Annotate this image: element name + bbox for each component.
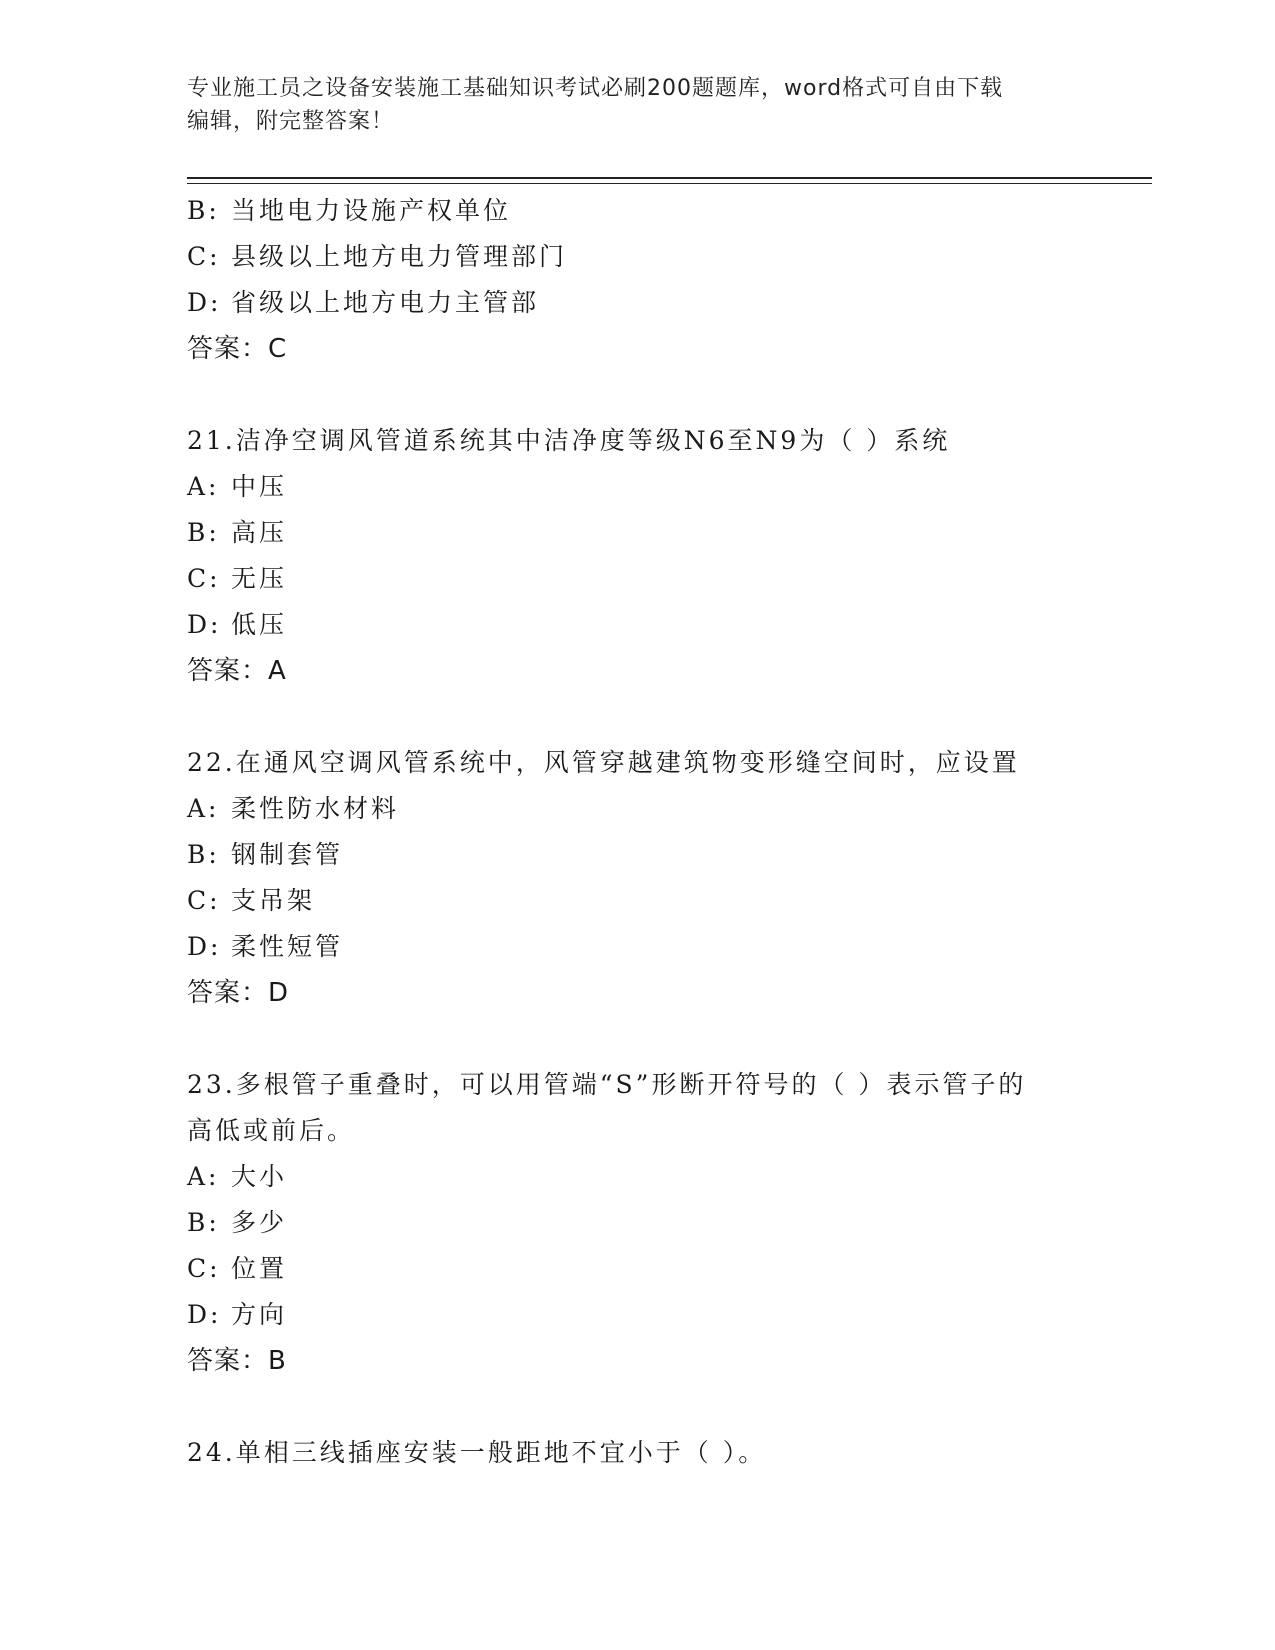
option-b [187,188,1152,234]
option-c [187,878,1152,924]
option-c [187,556,1152,602]
option-letter: D: [187,288,222,317]
option-letter: B: [187,196,220,225]
option-letter: D: [187,610,222,639]
option-letter: B: [187,1208,220,1237]
option-letter: C: [187,1254,221,1283]
option-text: 大小 [231,1162,288,1191]
option-text: 省级以上地方电力主管部 [231,288,540,317]
option-text: 低压 [231,610,288,639]
option-letter: B: [187,840,220,869]
option-letter: C: [187,242,221,271]
question-block-23 [187,1062,1152,1384]
header-rule-thick [187,177,1152,179]
option-text: 多少 [231,1208,288,1237]
question-block-21 [187,418,1152,694]
header-line-2: 编辑，附完整答案！ [187,109,395,134]
answer-line: 答案：B [187,1346,287,1376]
option-c [187,1246,1152,1292]
option-text: 柔性防水材料 [231,794,400,823]
question-block-22 [187,740,1152,1016]
option-b [187,1200,1152,1246]
option-letter: D: [187,1300,222,1329]
option-text: 钢制套管 [231,840,344,869]
option-text: 高压 [231,518,288,547]
spacer [187,694,1152,740]
option-text: 无压 [231,564,288,593]
question-text: 21.洁净空调风管道系统其中洁净度等级N6至N9为（ ）系统 [187,426,951,455]
header-line-1: 专业施工员之设备安装施工基础知识考试必刷200题题库，word格式可自由下载 [187,76,1004,101]
spacer [187,1016,1152,1062]
question-text: 22.在通风空调风管系统中，风管穿越建筑物变形缝空间时，应设置 [187,748,1020,777]
question-text: 23.多根管子重叠时，可以用管端“S”形断开符号的（ ）表示管子的 [187,1070,1027,1099]
answer-line: 答案：C [187,334,288,364]
spacer [187,372,1152,418]
option-d [187,924,1152,970]
option-text: 位置 [231,1254,288,1283]
question-list [187,188,1152,1476]
option-letter: C: [187,886,221,915]
option-a [187,1154,1152,1200]
option-letter: C: [187,564,221,593]
question-text: 24.单相三线插座安装一般距地不宜小于（ ）。 [187,1438,767,1467]
option-text: 当地电力设施产权单位 [231,196,512,225]
option-text: 柔性短管 [231,932,344,961]
option-a [187,464,1152,510]
option-letter: D: [187,932,222,961]
header-rule-thin [187,183,1152,184]
option-letter: A: [187,472,220,501]
question-text-continued: 高低或前后。 [187,1116,356,1145]
option-text: 支吊架 [231,886,316,915]
spacer [187,1384,1152,1430]
question-block-prev [187,188,1152,372]
option-text: 县级以上地方电力管理部门 [231,242,568,271]
option-d [187,602,1152,648]
option-c [187,234,1152,280]
option-b [187,832,1152,878]
option-letter: A: [187,794,220,823]
option-b [187,510,1152,556]
option-d [187,280,1152,326]
option-d [187,1292,1152,1338]
option-letter: A: [187,1162,220,1191]
option-letter: B: [187,518,220,547]
answer-line: 答案：D [187,978,290,1008]
question-block-24 [187,1430,1152,1476]
answer-line: 答案：A [187,656,287,686]
option-text: 方向 [231,1300,288,1329]
option-a [187,786,1152,832]
document-header [187,72,1067,138]
option-text: 中压 [231,472,288,501]
